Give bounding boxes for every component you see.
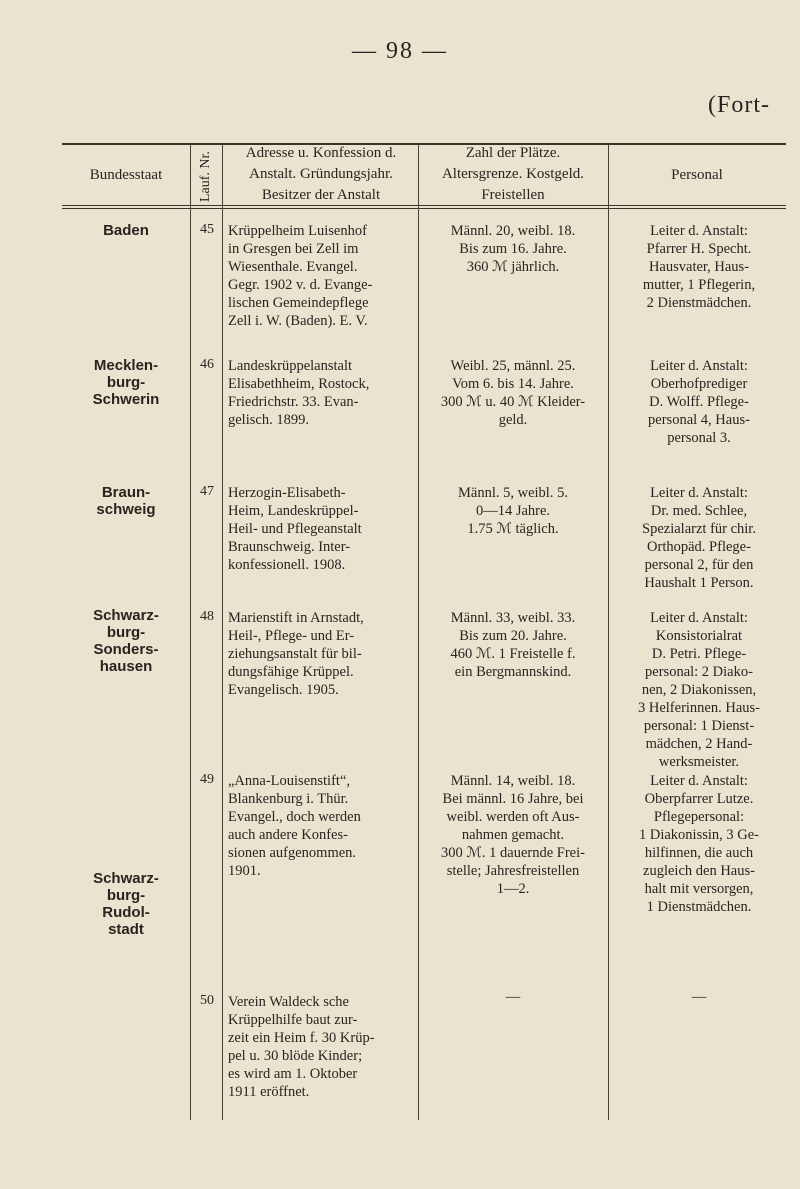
entry-staff: Leiter d. Anstalt: Konsistorialrat D. Petri. Pflege- personal: 2 Diako- nen, 2 Diakonissen, 3 Helferinnen. Haus- personal: 1 Dienst- mädchen, 2 Hand- werksmeister.: [638, 610, 760, 770]
entry-address: Krüppelheim Luisenhof in Gresgen bei Zell im Wiesenthale. Evangel. Gegr. 1902 v. d. Evange- lischen Gemeindepflege Zell i. W. (Baden). E. V.: [228, 223, 373, 329]
header-state: Bundesstaat: [89, 167, 163, 183]
entry-number: 49: [200, 772, 214, 787]
entry-places: Männl. 33, weibl. 33. Bis zum 20. Jahre. 460 ℳ. 1 Freistelle f. ein Bergmannskind.: [450, 610, 576, 680]
entry-address: Herzogin-Elisabeth- Heim, Landeskrüppel- Heil- und Pflegeanstalt Braunschweig. Inter- konfessionell. 1908.: [228, 485, 362, 573]
continued-label: (Fort-: [708, 92, 770, 118]
header-places: Zahl der Plätze. Altersgrenze. Kostgeld. Freistellen: [441, 145, 585, 203]
state-label: Mecklen- burg- Schwerin: [92, 357, 160, 408]
header-lauf-nr: Lauf. Nr.: [198, 151, 213, 202]
entry-staff: —: [691, 989, 707, 1005]
entry-number: 48: [200, 609, 214, 624]
entry-address: Landeskrüppelanstalt Elisabethheim, Rostock, Friedrichstr. 33. Evan- gelisch. 1899.: [228, 358, 370, 428]
entry-places: Männl. 20, weibl. 18. Bis zum 16. Jahre. 360 ℳ jährlich.: [450, 223, 576, 275]
entry-staff: Leiter d. Anstalt: Pfarrer H. Specht. Hausvater, Haus- mutter, 1 Pflegerin, 2 Dienstmädchen.: [642, 223, 756, 311]
entry-places: Weibl. 25, männl. 25. Vom 6. bis 14. Jahre. 300 ℳ u. 40 ℳ Kleider- geld.: [440, 358, 586, 428]
entry-places: —: [505, 989, 521, 1005]
entry-places: Männl. 5, weibl. 5. 0—14 Jahre. 1.75 ℳ täglich.: [458, 485, 568, 537]
column-divider: [608, 145, 609, 1120]
entry-number: 47: [200, 484, 214, 499]
column-divider: [190, 145, 191, 1120]
entry-staff: Leiter d. Anstalt: Oberhofprediger D. Wolff. Pflege- personal 4, Haus- personal 3.: [648, 358, 750, 446]
entry-address: „Anna-Louisenstift“, Blankenburg i. Thür. Evangel., doch werden auch andere Konfes- sionen aufgenommen. 1901.: [228, 773, 361, 879]
state-label: Schwarz- burg- Rudol- stadt: [93, 870, 159, 938]
entry-number: 50: [200, 993, 214, 1008]
entry-address: Verein Waldeck sche Krüppelhilfe baut zur- zeit ein Heim f. 30 Krüp- pel u. 30 blöde Kinder; es wird am 1. Oktober 1911 eröffnet.: [228, 994, 375, 1100]
state-label: Baden: [103, 222, 149, 239]
state-label: Schwarz- burg- Sonders- hausen: [93, 607, 159, 675]
entry-staff: Leiter d. Anstalt: Dr. med. Schlee, Spezialarzt für chir. Orthopäd. Pflege- personal 2, für den Haushalt 1 Person.: [642, 485, 756, 591]
entry-staff: Leiter d. Anstalt: Oberpfarrer Lutze. Pflegepersonal: 1 Diakonissin, 3 Ge- hilfinnen, die auch zugleich den Haus- halt mit versorgen, 1 Dienstmädchen.: [638, 773, 759, 915]
entry-places: Männl. 14, weibl. 18. Bei männl. 16 Jahre, bei weibl. werden oft Aus- nahmen gemacht. 300 ℳ. 1 dauernde Frei- stelle; Jahresfreistellen 1—2.: [441, 773, 585, 897]
column-divider: [418, 145, 419, 1120]
column-divider: [222, 145, 223, 1120]
entry-number: 45: [200, 222, 214, 237]
entry-address: Marienstift in Arnstadt, Heil-, Pflege- und Er- ziehungsanstalt für bil- dungsfähige Krüppel. Evangelisch. 1905.: [228, 610, 364, 698]
header-address: Adresse u. Konfession d. Anstalt. Gründungsjahr. Besitzer der Anstalt: [245, 145, 397, 203]
header-staff: Personal: [671, 167, 723, 183]
state-label: Braun- schweig: [96, 484, 156, 518]
entry-number: 46: [200, 357, 214, 372]
page-number: — 98 —: [352, 38, 448, 64]
header-double-rule: [62, 208, 786, 209]
